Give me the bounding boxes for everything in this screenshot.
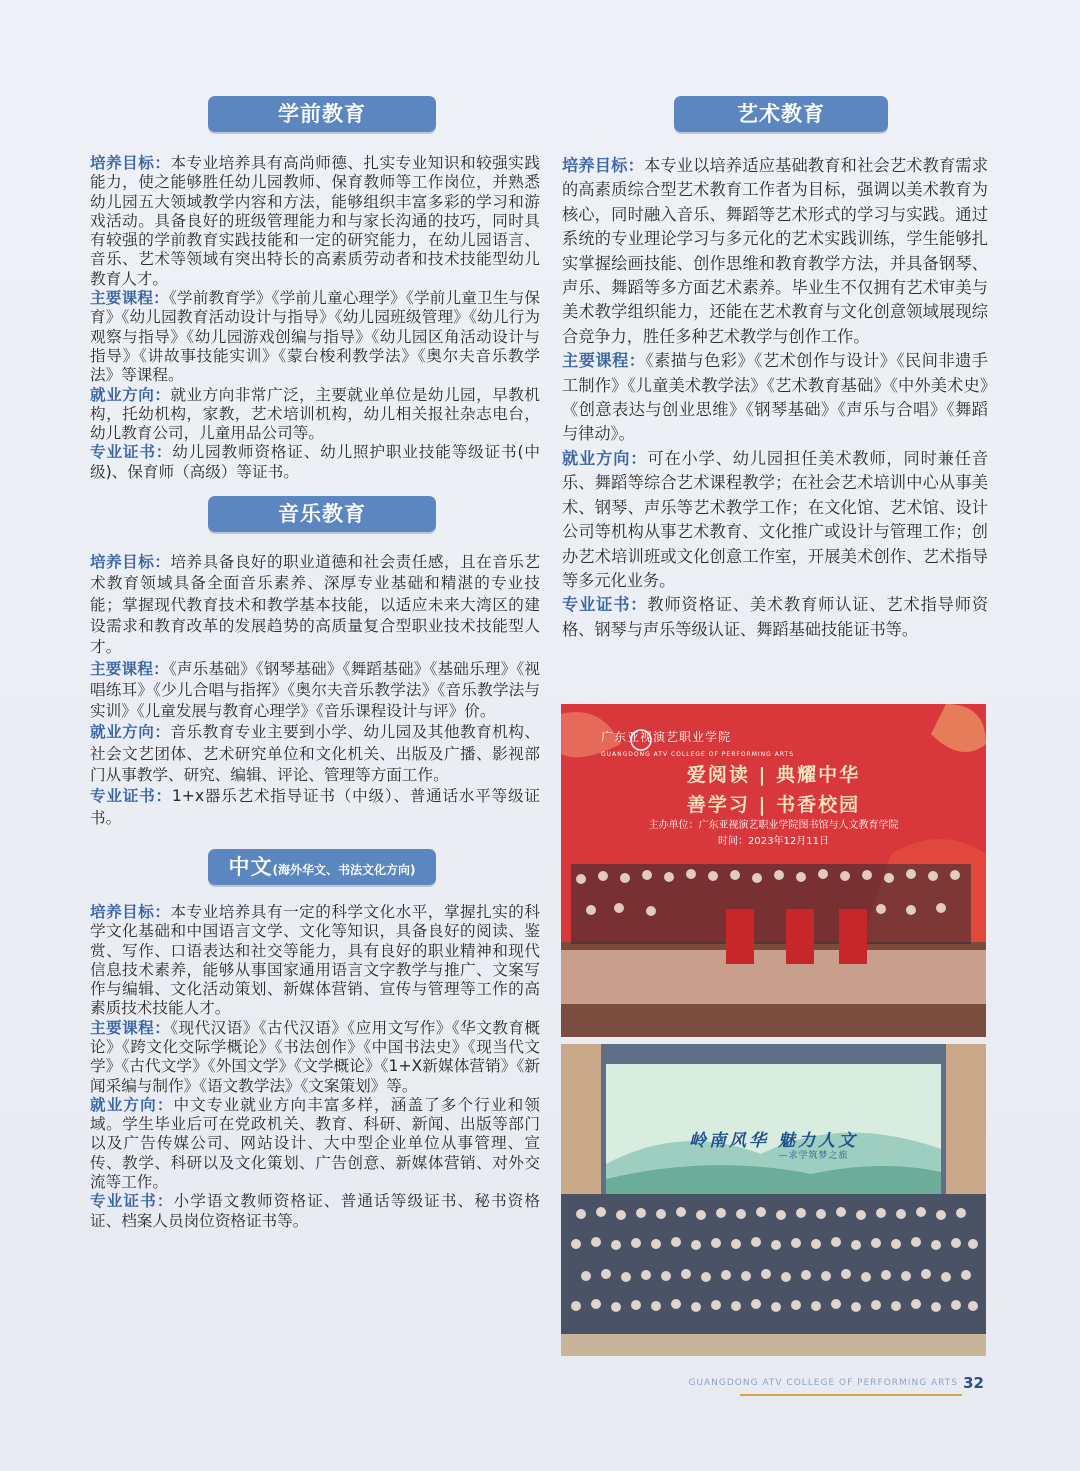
course-text: 《素描与色彩》《艺术创作与设计》《民间非遗手工制作》《儿童美术教学法》《艺术教育基础》《中外美术史》《创意表达与创业思维》《钢琴基础》《声乐与合唱》《舞蹈与律动》。: [562, 351, 988, 444]
cert-label: 专业证书：: [90, 443, 173, 462]
page-number: 32: [963, 1374, 984, 1392]
chinese-title-sub: (海外华文、书法文化方向): [272, 862, 416, 877]
chinese-title-main: 中文: [228, 854, 273, 879]
goal-text: 本专业培养具有一定的科学文化水平，掌握扎实的科学文化基础和中国语言文学、文化等知识，具备良好的阅读、鉴赏、写作、口语表达和社交等能力，具有良好的职业精神和现代信息技术素养，能够从事国家通用语言文字教学与推广、文案写作与编辑、文化活动策划、新媒体营销、宣传与管理等工作的高素质技术技能人才。: [90, 902, 540, 1018]
career-label: 就业方向：: [90, 385, 171, 404]
logo-cn: 广东亚视演艺职业学院: [601, 730, 732, 744]
logo-en: GUANGDONG ATV COLLEGE OF PERFORMING ARTS: [601, 751, 795, 758]
section-preschool: [90, 154, 540, 482]
cert-text: 1+x器乐艺术指导证书（中级）、普通话水平等级证书。: [90, 787, 540, 827]
preschool-cert: [90, 443, 540, 482]
cert-text: 小学语文教师资格证、普通话等级证书、秘书资格证、档案人员岗位资格证书等。: [90, 1192, 540, 1230]
course-label: 主要课程：: [90, 659, 169, 678]
art-cert: [562, 593, 988, 642]
goal-text: 本专业以培养适应基础教育和社会艺术教育需求的高素质综合型艺术教育工作者为目标，强调以美术教育为核心，同时融入音乐、舞蹈等艺术形式的学习与实践。通过系统的专业理论学习与多元化的艺术实践训练，学生能够扎实掌握绘画技能、创作思维和教育教学方法，并具备钢琴、声乐、舞蹈等多方面艺术素养。毕业生不仅拥有艺术审美与美术教学组织能力，还能在艺术教育与文化创意领域展现综合竞争力，胜任多种艺术教学与创作工作。: [562, 156, 989, 346]
art-goal: [562, 154, 988, 349]
event-line1: 爱阅读 | 典耀中华: [686, 764, 861, 786]
music-cert: [90, 786, 540, 829]
photo-group-art: [561, 1044, 986, 1356]
career-label: 就业方向：: [562, 448, 648, 468]
section-title-art: 艺术教育: [674, 96, 888, 132]
goal-label: 培养目标：: [90, 902, 171, 921]
section-title-music: 音乐教育: [208, 496, 436, 532]
goal-text: 本专业培养具有高尚师德、扎实专业知识和较强实践能力，使之能够胜任幼儿园教师、保育教师等工作岗位，并熟悉幼儿园五大领域教学内容和方法，能够组织丰富多彩的学习和游戏活动。具备良好的班级管理能力和与家长沟通的技巧，同时具有较强的学前教育实践技能和一定的研究能力，在幼儿园语言、音乐、艺术等领域有突出特长的高素质劳动者和技术技能型幼儿教育人才。: [90, 154, 540, 288]
section-music: [90, 552, 540, 829]
cert-label: 专业证书：: [562, 595, 648, 615]
art-course: [562, 349, 988, 447]
course-text: 《声乐基础》《钢琴基础》《舞蹈基础》《基础乐理》《视唱练耳》《少儿合唱与指挥》《奥尔夫音乐教学法》《音乐教学法与实训》《儿童发展与教育心理学》《音乐课程设计与评》价。: [90, 659, 540, 721]
chinese-cert: [90, 1192, 540, 1231]
goal-text: 培养具备良好的职业道德和社会责任感，且在音乐艺术教育领域具备全面音乐素养、深厚专业基础和精湛的专业技能；掌握现代教育技术和教学基本技能，以适应未来大湾区的建设需求和教育改革的发展趋势的高质量复合型职业技术技能型人才。: [90, 553, 540, 657]
course-label: 主要课程：: [562, 351, 646, 371]
chinese-career: [90, 1096, 540, 1192]
photo-reading-event-logo: [601, 728, 794, 759]
career-text: 就业方向非常广泛，主要就业单位是幼儿园，早教机构，托幼机构，家教，艺术培训机构，幼儿相关报社杂志电台，幼儿教育公司，儿童用品公司等。: [90, 385, 540, 443]
goal-label: 培养目标：: [90, 553, 171, 572]
preschool-goal: [90, 154, 540, 289]
career-label: 就业方向：: [90, 1095, 174, 1114]
cert-label: 专业证书：: [90, 787, 172, 806]
preschool-career: [90, 386, 540, 444]
art-career: [562, 447, 988, 593]
goal-label: 培养目标：: [90, 154, 171, 172]
cert-text: 幼儿园教师资格证、幼儿照护职业技能等级证书(中级)、保育师（高级）等证书。: [90, 443, 540, 481]
course-text: 《学前教育学》《学前儿童心理学》《学前儿童卫生与保育》《幼儿园教育活动设计与指导》《幼儿园班级管理》《幼儿行为观察与指导》《幼儿园游戏创编与指导》《幼儿园区角活动设计与指导》《讲故事技能实训》《蒙台梭利教学法》《奥尔夫音乐教学法》等课程。: [90, 289, 540, 385]
section-title-preschool: 学前教育: [208, 96, 436, 132]
group-banner-sub: —求学筑梦之旅: [778, 1151, 849, 1161]
career-text: 音乐教育专业主要到小学、幼儿园及其他教育机构、社会文艺团体、艺术研究单位和文化机关、出版及广播、影视部门从事教学、研究、编辑、评论、管理等方面工作。: [90, 723, 540, 785]
right-column: [562, 96, 988, 642]
footer-college-name: GUANGDONG ATV COLLEGE OF PERFORMING ARTS: [688, 1378, 958, 1388]
left-column: [90, 96, 540, 1231]
section-art: [562, 154, 988, 642]
event-host: 主办单位：广东亚视演艺职业学院图书馆与人文教育学院: [648, 820, 899, 831]
music-career: [90, 722, 540, 786]
course-label: 主要课程：: [90, 1018, 171, 1037]
cert-text: 教师资格证、美术教育师认证、艺术指导师资格、钢琴与声乐等级认证、舞蹈基础技能证书等。: [562, 595, 989, 639]
event-date: 时间：2023年12月11日: [718, 836, 829, 847]
preschool-course: [90, 289, 540, 385]
career-text: 可在小学、幼儿园担任美术教师，同时兼任音乐、舞蹈等综合艺术课程教学；在社会艺术培训中心从事美术、钢琴、声乐等艺术教学工作；在文化馆、艺术馆、设计公司等机构从事艺术教育、文化推广或设计与管理工作；创办艺术培训班或文化创意工作室，开展美术创作、艺术指导等多元化业务。: [562, 448, 989, 590]
course-label: 主要课程：: [90, 289, 169, 308]
cert-label: 专业证书：: [90, 1192, 174, 1211]
photo-group: [561, 1044, 986, 1356]
music-goal: [90, 552, 540, 658]
career-text: 中文专业就业方向丰富多样，涵盖了多个行业和领域。学生毕业后可在党政机关、教育、科研、新闻、出版等部门以及广告传媒公司、网站设计、大中型企业单位从事管理、宣传、教学、科研以及文化策划、广告创意、新媒体营销、对外交流等工作。: [90, 1095, 540, 1192]
course-text: 《现代汉语》《古代汉语》《应用文写作》《华文教育概论》《跨文化交际学概论》《书法创作》《中国书法史》《现当代文学》《古代文学》《外国文学》《文学概论》《1+X新媒体营销》《新闻采编与制作》《语文教学法》《文案策划》等。: [90, 1018, 540, 1095]
music-course: [90, 659, 540, 723]
photo-reading-event: [561, 704, 986, 1037]
chinese-course: [90, 1019, 540, 1096]
chinese-goal: [90, 903, 540, 1019]
goal-label: 培养目标：: [562, 156, 644, 175]
career-label: 就业方向：: [90, 723, 171, 742]
section-title-chinese: [208, 849, 436, 885]
section-chinese: [90, 903, 540, 1231]
group-banner: 岭南风华 魅力人文: [689, 1131, 858, 1151]
event-line2: 善学习 | 书香校园: [686, 794, 861, 816]
